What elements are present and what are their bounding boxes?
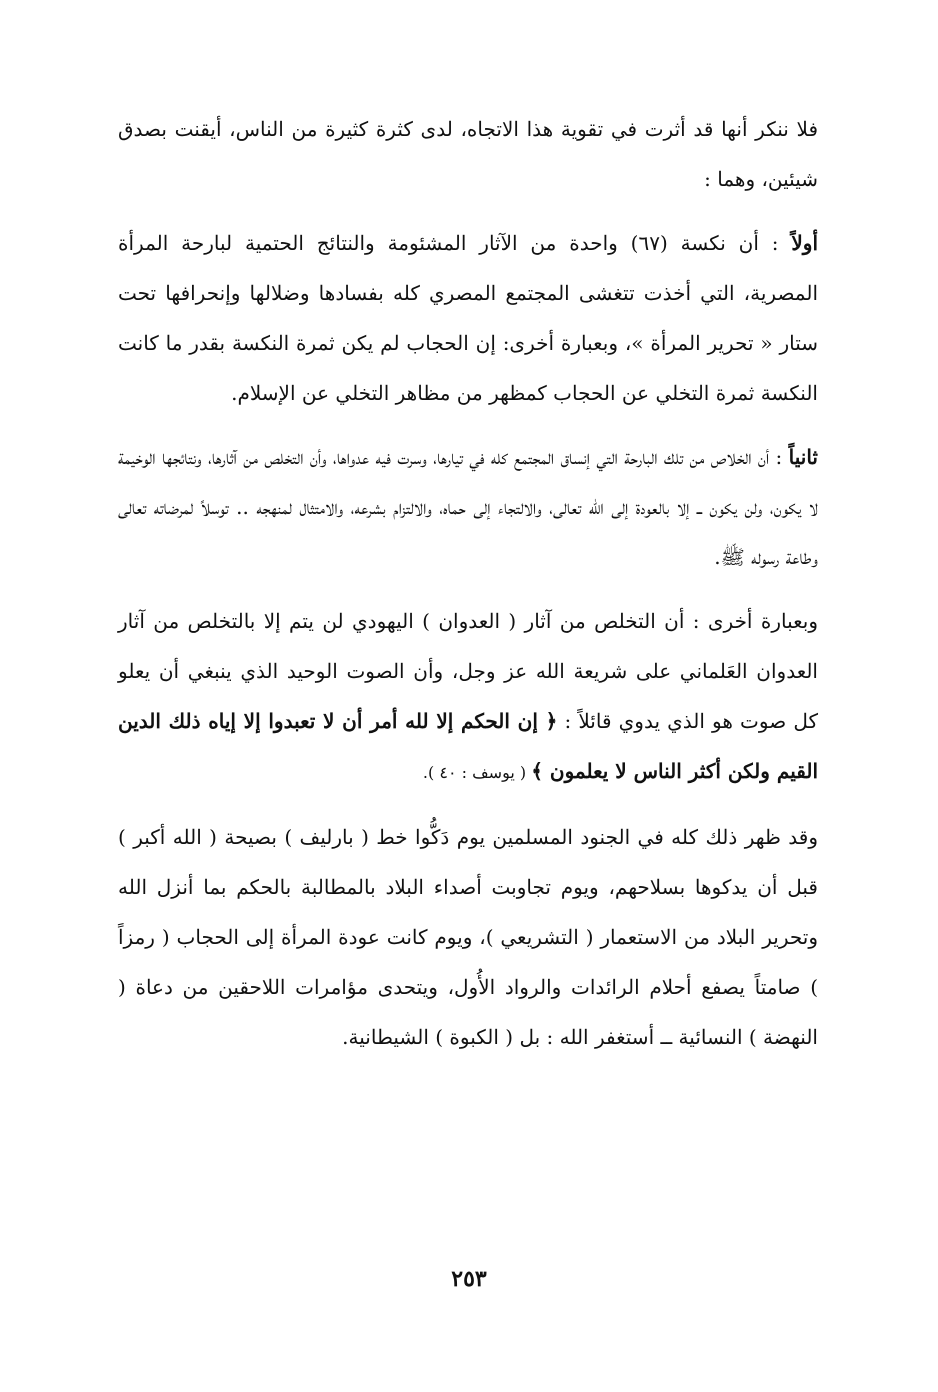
paragraph-second-point [118, 432, 818, 582]
paragraph-text: فلا ننكر أنها قد أثرت في تقوية هذا الاتجاه، لدى كثرة كثيرة من الناس، أيقنت بصدق شيئين، وهما : [118, 117, 818, 191]
page-number: ٢٥٣ [451, 1266, 487, 1292]
paragraph-first-point [118, 218, 818, 418]
paragraph-text: : أن نكسة (٦٧) واحدة من الآثار المشئومة والنتائج الحتمية لبارحة المرأة المصرية، التي أخذت تتغشى المجتمع المصري كله بفسادها وضلالها وإنحرافها تحت ستار « تحرير المرأة »، وبعبارة أخرى: إن الحجاب لم يكن ثمرة النكسة بقدر ما كانت النكسة ثمرة التخلي عن الحجاب كمظهر من مظاهر التخلي عن الإسلام. [118, 231, 818, 405]
paragraph-intro [118, 104, 818, 204]
paragraph-text: وقد ظهر ذلك كله في الجنود المسلمين يوم دَكُّوا خط ( بارليف ) بصيحة ( الله أكبر ) قبل أن يدكوها بسلاحهم، ويوم تجاوبت أصداء البلاد بالمطالبة بالحكم بما أنزل الله وتحرير البلاد من الاستعمار ( التشريعي )، ويوم كانت عودة المرأة إلى الحجاب ( رمزاً ) صامتاً يصفع أحلام الرائدات والرواد الأُول، ويتحدى مؤامرات اللاحقين من دعاة ( النهضة ) النسائية ــ أستغفر الله : بل ( الكبوة ) الشيطانية. [118, 825, 818, 1049]
point-heading-second: ثانياً [788, 445, 818, 469]
paragraph-conclusion [118, 812, 818, 1062]
paragraph-text: وبعبارة أخرى : أن التخلص من آثار ( العدوان ) اليهودي لن يتم إلا بالتخلص من آثار العدوان العَلماني على شريعة الله عز وجل، وأن الصوت الوحيد الذي ينبغي أن يعلو كل صوت هو الذي يدوي قائلاً : [118, 609, 818, 733]
body-text [118, 104, 818, 1076]
point-heading-first: أولاً [791, 231, 818, 255]
paragraph-quran-quote [118, 596, 818, 798]
paragraph-text: : أن الخلاص من تلك البارحة التي إنساق المجتمع كله في تيارها، وسرت فيه عدواها، وأن التخلص من آثارها، ونتائجها الوخيمة لا يكون، ولن يكون ــ إلا بالعودة إلى الله تعالى، والالتجاء إلى حماه، والالتزام بشرعه، والامتثال لمنهجه .. توسلاً لمرضاته تعالى وطاعة رسوله ﷺ. [118, 445, 818, 569]
quran-verse: ﴿ إن الحكم إلا لله أمر أن لا تعبدوا إلا إياه ذلك الدين القيم ولكن أكثر الناس لا يعلمون ﴾ [118, 709, 818, 783]
verse-reference: ( يوسف : ٤٠ ). [422, 763, 532, 782]
